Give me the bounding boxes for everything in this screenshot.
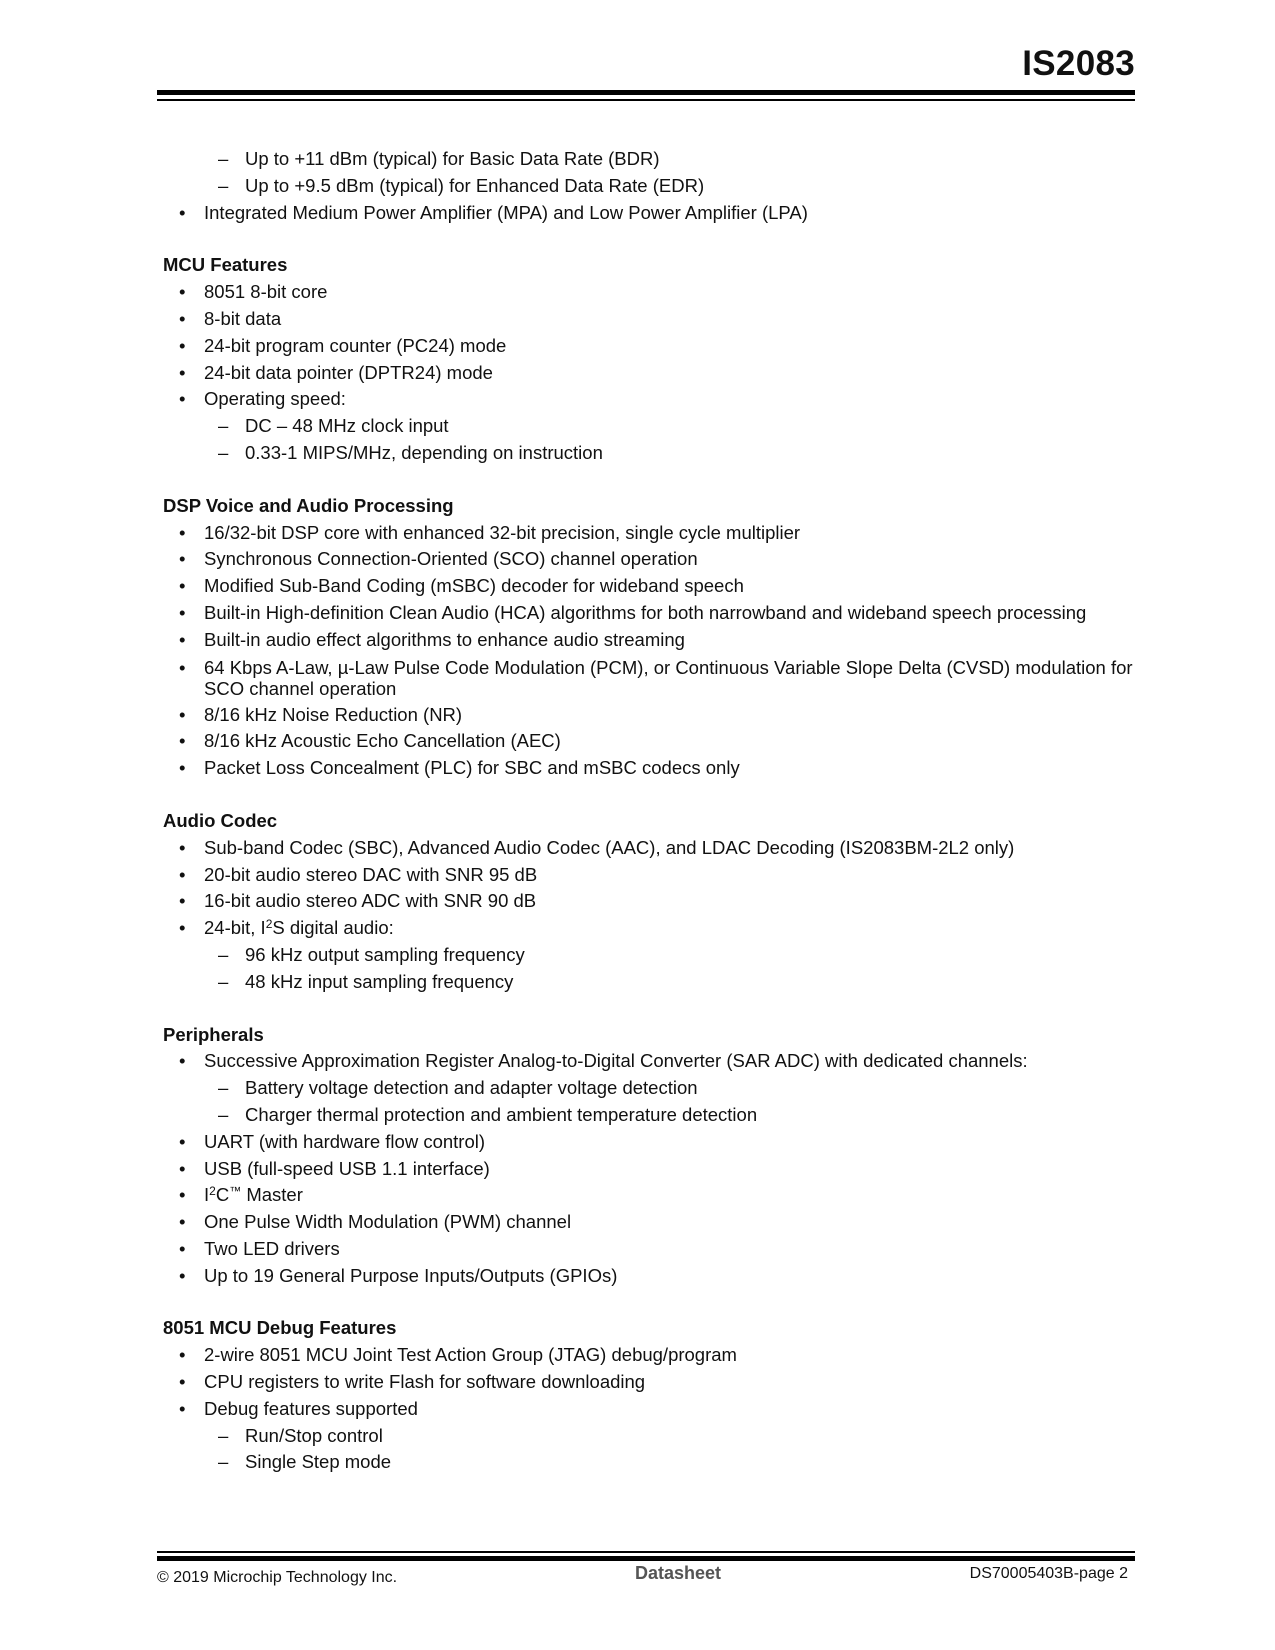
bullet-marker: •	[179, 703, 186, 725]
bullet-marker: •	[179, 1050, 186, 1072]
list-item: • 24-bit program counter (PC24) mode	[163, 333, 1133, 360]
bullet-marker: •	[179, 890, 186, 912]
copyright: © 2019 Microchip Technology Inc.	[157, 1569, 398, 1586]
bullet-marker: •	[179, 281, 186, 303]
list-item: • 8/16 kHz Acoustic Echo Cancellation (AEC)	[163, 728, 1133, 755]
bullet-marker: •	[179, 1130, 186, 1152]
list-item: • Successive Approximation Register Analog-to-Digital Converter (SAR ADC) with dedicated channels:	[163, 1048, 1133, 1075]
document-title: IS2083	[1022, 44, 1135, 83]
list-item: – DC – 48 MHz clock input	[163, 413, 1133, 440]
list-item: • USB (full-speed USB 1.1 interface)	[163, 1156, 1133, 1183]
list-item: • Sub-band Codec (SBC), Advanced Audio Codec (AAC), and LDAC Decoding (IS2083BM-2L2 only)	[163, 835, 1133, 862]
list-item: • 8/16 kHz Noise Reduction (NR)	[163, 702, 1133, 729]
dash-marker: –	[218, 970, 229, 992]
list-item: • Operating speed:	[163, 386, 1133, 413]
section-heading: Audio Codec	[163, 809, 278, 831]
list-item: • CPU registers to write Flash for software downloading	[163, 1369, 1133, 1396]
list-item: – 96 kHz output sampling frequency	[163, 942, 1133, 969]
list-item: • $I^2C™$ Master	[163, 1182, 1133, 1209]
bullet-marker: •	[179, 1397, 186, 1419]
dash-marker: –	[218, 174, 229, 196]
bullet-marker: •	[179, 201, 186, 223]
bullet-marker: •	[179, 917, 186, 939]
list-item: • 16/32-bit DSP core with enhanced 32-bit precision, single cycle multiplier	[163, 520, 1133, 547]
list-item: • One Pulse Width Modulation (PWM) channel	[163, 1209, 1133, 1236]
page-ref: DS70005403B-page 2	[969, 1565, 1128, 1582]
bullet-marker: •	[179, 863, 186, 885]
bullet-marker: •	[179, 757, 186, 779]
dash-marker: –	[218, 1424, 229, 1446]
bullet-marker: •	[179, 1264, 186, 1286]
dash-marker: –	[218, 1103, 229, 1125]
section-heading: Peripherals	[163, 1023, 264, 1045]
list-item: • 24-bit, $I^2S$ digital audio:	[163, 915, 1133, 942]
bullet-marker: •	[179, 601, 186, 623]
bullet-marker: •	[179, 575, 186, 597]
bullet-marker: •	[179, 836, 186, 858]
list-item: – 0.33-1 MIPS/MHz, depending on instruction	[163, 440, 1133, 467]
list-item: – Up to +9.5 dBm (typical) for Enhanced Data Rate (EDR)	[163, 173, 1133, 200]
list-item: – Charger thermal protection and ambient temperature detection	[163, 1102, 1133, 1129]
list-item: • 2-wire 8051 MCU Joint Test Action Group (JTAG) debug/program	[163, 1342, 1133, 1369]
bullet-marker: •	[179, 334, 186, 356]
list-item: • 24-bit data pointer (DPTR24) mode	[163, 360, 1133, 387]
list-item: • Debug features supported	[163, 1396, 1133, 1423]
list-item: – Up to +11 dBm (typical) for Basic Data Rate (BDR)	[163, 146, 1133, 173]
footer-rule-thick	[157, 1556, 1135, 1561]
list-item: – 48 kHz input sampling frequency	[163, 969, 1133, 996]
list-item: – Run/Stop control	[163, 1423, 1133, 1450]
list-item: • 8-bit data	[163, 306, 1133, 333]
list-item: – Battery voltage detection and adapter voltage detection	[163, 1075, 1133, 1102]
bullet-marker: •	[179, 1237, 186, 1259]
doc-type: Datasheet	[635, 1563, 722, 1583]
section-heading: MCU Features	[163, 254, 288, 276]
bullet-marker: •	[179, 388, 186, 410]
dash-marker: –	[218, 943, 229, 965]
section-heading: DSP Voice and Audio Processing	[163, 494, 454, 516]
bullet-marker: •	[179, 1344, 186, 1366]
dash-marker: –	[218, 1451, 229, 1473]
list-item: • Modified Sub-Band Coding (mSBC) decoder for wideband speech	[163, 573, 1133, 600]
bullet-marker: •	[179, 548, 186, 570]
list-item: • 16-bit audio stereo ADC with SNR 90 dB	[163, 888, 1133, 915]
page-content	[163, 146, 1133, 1476]
header-rule-thin	[157, 99, 1135, 101]
list-item: • 8051 8-bit core	[163, 279, 1133, 306]
list-item: • Integrated Medium Power Amplifier (MPA) and Low Power Amplifier (LPA)	[163, 200, 1133, 227]
list-item: • 64 Kbps A-Law, µ-Law Pulse Code Modulation (PCM), or Continuous Variable Slope Delta (CVSD) modulation for SCO channel operation	[179, 656, 1133, 699]
list-item: • Built-in High-definition Clean Audio (HCA) algorithms for both narrowband and wideband speech processing	[163, 600, 1133, 627]
bullet-marker: •	[179, 1184, 186, 1206]
list-item: • Two LED drivers	[163, 1236, 1133, 1263]
bullet-marker: •	[179, 1371, 186, 1393]
list-item: • Synchronous Connection-Oriented (SCO) channel operation	[163, 546, 1133, 573]
bullet-marker: •	[179, 656, 186, 678]
bullet-marker: •	[179, 1157, 186, 1179]
list-item: • Packet Loss Concealment (PLC) for SBC and mSBC codecs only	[163, 755, 1133, 782]
bullet-marker: •	[179, 730, 186, 752]
bullet-marker: •	[179, 628, 186, 650]
dash-marker: –	[218, 415, 229, 437]
header-rule-thick	[157, 90, 1135, 95]
list-item: – Single Step mode	[163, 1449, 1133, 1476]
bullet-marker: •	[179, 1211, 186, 1233]
dash-marker: –	[218, 148, 229, 169]
list-item: • UART (with hardware flow control)	[163, 1129, 1133, 1156]
dash-marker: –	[218, 441, 229, 463]
footer-rule-thin	[157, 1551, 1135, 1553]
list-item: • 20-bit audio stereo DAC with SNR 95 dB	[163, 862, 1133, 889]
bullet-marker: •	[179, 361, 186, 383]
bullet-marker: •	[179, 307, 186, 329]
list-item: • Up to 19 General Purpose Inputs/Outputs (GPIOs)	[163, 1263, 1133, 1290]
section-heading: 8051 MCU Debug Features	[163, 1317, 397, 1339]
dash-marker: –	[218, 1077, 229, 1099]
bullet-marker: •	[179, 521, 186, 543]
list-item: • Built-in audio effect algorithms to enhance audio streaming	[163, 627, 1133, 654]
